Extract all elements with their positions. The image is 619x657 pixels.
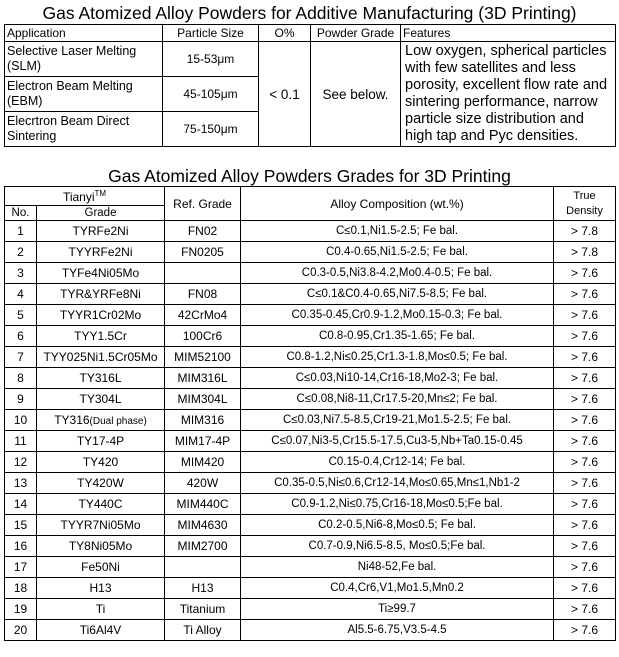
grade-name: Ti6Al4V	[79, 623, 122, 637]
features-cell: Low oxygen, spherical particles with few satellites and less porosity, excellent flow rate and sintering performance, narrow particle size distribution and high tap and Pyc densities.	[401, 42, 616, 147]
ref-grade-cell: MIM4630	[165, 515, 241, 536]
grade-cell	[37, 389, 165, 410]
composition-cell: C0.15-0.4,Cr12-14; Fe bal.	[241, 452, 554, 473]
composition-cell: C≤0.1&C0.4-0.65,Ni7.5-8.5; Fe bal.	[241, 284, 554, 305]
density-cell: > 7.6	[554, 326, 616, 347]
table2-header-row	[5, 187, 616, 206]
grade-name: Fe50Ni	[81, 560, 120, 574]
table-row	[5, 557, 616, 578]
header-ref-grade: Ref. Grade	[165, 187, 241, 221]
ref-grade-cell: 420W	[165, 473, 241, 494]
particle-size-cell: 15-53μm	[163, 42, 259, 77]
row-number: 1	[5, 221, 37, 242]
composition-cell: C≤0.1,Ni1.5-2.5; Fe bal.	[241, 221, 554, 242]
application-cell: Selective Laser Melting (SLM)	[5, 42, 163, 77]
table-row	[5, 284, 616, 305]
row-number: 4	[5, 284, 37, 305]
ref-grade-cell: FN0205	[165, 242, 241, 263]
table1-row	[5, 42, 616, 77]
density-cell: > 7.6	[554, 431, 616, 452]
table-row	[5, 347, 616, 368]
row-number: 13	[5, 473, 37, 494]
ref-grade-cell: MIM17-4P	[165, 431, 241, 452]
table-row	[5, 305, 616, 326]
grade-name: TY420W	[77, 476, 124, 490]
table-row	[5, 620, 616, 641]
row-number: 17	[5, 557, 37, 578]
row-number: 3	[5, 263, 37, 284]
table-row	[5, 242, 616, 263]
table-row	[5, 368, 616, 389]
grade-cell	[37, 578, 165, 599]
table-row	[5, 515, 616, 536]
ref-grade-cell: Ti Alloy	[165, 620, 241, 641]
grade-name: TYR&YRFe8Ni	[60, 287, 141, 301]
grade-cell	[37, 452, 165, 473]
composition-cell: C≤0.07,Ni3-5,Cr15.5-17.5,Cu3-5,Nb+Ta0.15-0.45	[241, 431, 554, 452]
grade-name: TYYR7Ni05Mo	[60, 518, 141, 532]
composition-cell: C0.8-0.95,Cr1.35-1.65; Fe bal.	[241, 326, 554, 347]
composition-cell: Ti≥99.7	[241, 599, 554, 620]
grade-name: TYFe4Ni05Mo	[61, 266, 140, 280]
table-row	[5, 431, 616, 452]
ref-grade-cell: MIM52100	[165, 347, 241, 368]
composition-cell: C0.9-1.2,Ni≤0.75,Cr16-18,Mo≤0.5;Fe bal.	[241, 494, 554, 515]
row-number: 20	[5, 620, 37, 641]
ref-grade-cell	[165, 557, 241, 578]
grade-name: TY420	[82, 455, 119, 469]
composition-cell: C0.4-0.65,Ni1.5-2.5; Fe bal.	[241, 242, 554, 263]
row-number: 2	[5, 242, 37, 263]
header-grade: Grade	[37, 206, 165, 221]
row-number: 9	[5, 389, 37, 410]
powder-grade-cell: See below.	[311, 42, 401, 147]
grade-cell	[37, 599, 165, 620]
grade-cell	[37, 557, 165, 578]
ref-grade-cell: Titanium	[165, 599, 241, 620]
ref-grade-cell: 100Cr6	[165, 326, 241, 347]
table-row	[5, 410, 616, 431]
table-row	[5, 221, 616, 242]
density-cell: > 7.8	[554, 221, 616, 242]
density-cell: > 7.6	[554, 578, 616, 599]
row-number: 18	[5, 578, 37, 599]
composition-cell: C0.35-0.5,Ni≤0.6,Cr12-14,Mo≤0.65,Mn≤1,Nb1-2	[241, 473, 554, 494]
trademark-mark: TM	[94, 188, 107, 198]
grade-name: H13	[89, 581, 112, 595]
density-cell: > 7.6	[554, 389, 616, 410]
grade-cell	[37, 242, 165, 263]
table-row	[5, 389, 616, 410]
composition-cell: C0.4,Cr6,V1,Mo1.5,Mn0.2	[241, 578, 554, 599]
ref-grade-cell: FN02	[165, 221, 241, 242]
particle-size-cell: 75-150μm	[163, 112, 259, 147]
header-true-density: True Density	[554, 187, 616, 221]
grade-cell	[37, 620, 165, 641]
grade-cell	[37, 305, 165, 326]
grade-cell	[37, 284, 165, 305]
composition-cell: C0.8-1.2,Ni≤0.25,Cr1.3-1.8,Mo≤0.5; Fe bal.	[241, 347, 554, 368]
ref-grade-cell: 42CrMo4	[165, 305, 241, 326]
table1-header-row	[5, 25, 616, 42]
composition-cell: C0.7-0.9,Ni6.5-8.5, Mo≤0.5;Fe bal.	[241, 536, 554, 557]
grade-cell	[37, 515, 165, 536]
density-cell: > 7.6	[554, 599, 616, 620]
application-cell: Elecrtron Beam Direct Sintering	[5, 112, 163, 147]
row-number: 8	[5, 368, 37, 389]
header-oxygen: O%	[259, 25, 311, 42]
header-tianyi: Tianyi™	[5, 187, 165, 206]
density-cell: > 7.6	[554, 368, 616, 389]
density-cell: > 7.6	[554, 536, 616, 557]
grade-cell	[37, 536, 165, 557]
grade-rows	[5, 221, 616, 641]
header-powder-grade: Powder Grade	[311, 25, 401, 42]
table-row	[5, 452, 616, 473]
grade-name: TY440C	[78, 497, 123, 511]
grade-name: TYY025Ni1.5Cr05Mo	[43, 350, 158, 364]
row-number: 7	[5, 347, 37, 368]
ref-grade-cell	[165, 263, 241, 284]
grade-name: TY304L	[79, 392, 122, 406]
ref-grade-cell: MIM316L	[165, 368, 241, 389]
table-row	[5, 473, 616, 494]
grade-name: TY316L	[79, 371, 122, 385]
ref-grade-cell: FN08	[165, 284, 241, 305]
table-row	[5, 536, 616, 557]
table-row	[5, 599, 616, 620]
density-cell: > 7.6	[554, 347, 616, 368]
table2-title: Gas Atomized Alloy Powders Grades for 3D Printing	[108, 166, 511, 186]
header-application: Application	[5, 25, 163, 42]
row-number: 19	[5, 599, 37, 620]
grade-name: TY17-4P	[76, 434, 125, 448]
application-cell: Electron Beam Melting (EBM)	[5, 77, 163, 112]
density-cell: > 7.6	[554, 473, 616, 494]
density-cell: > 7.6	[554, 263, 616, 284]
grade-note: (Dual phase)	[89, 416, 147, 427]
ref-grade-cell: MIM316	[165, 410, 241, 431]
grade-cell	[37, 494, 165, 515]
row-number: 12	[5, 452, 37, 473]
grade-name: TYYRFe2Ni	[68, 245, 133, 259]
grade-name: Ti	[95, 602, 106, 616]
ref-grade-cell: MIM2700	[165, 536, 241, 557]
density-cell: > 7.8	[554, 242, 616, 263]
density-cell: > 7.6	[554, 494, 616, 515]
header-composition: Alloy Composition (wt.%)	[241, 187, 554, 221]
composition-cell: C≤0.03,Ni7.5-8.5,Cr19-21,Mo1.5-2.5; Fe bal.	[241, 410, 554, 431]
composition-cell: Al5.5-6.75,V3.5-4.5	[241, 620, 554, 641]
header-no: No.	[5, 206, 37, 221]
row-number: 15	[5, 515, 37, 536]
grade-cell	[37, 410, 165, 431]
composition-cell: Ni48-52,Fe bal.	[241, 557, 554, 578]
ref-grade-cell: MIM440C	[165, 494, 241, 515]
density-cell: > 7.6	[554, 620, 616, 641]
grade-name: TYRFe2Ni	[72, 224, 129, 238]
table-row	[5, 494, 616, 515]
density-cell: > 7.6	[554, 284, 616, 305]
composition-cell: C0.3-0.5,Ni3.8-4.2,Mo0.4-0.5; Fe bal.	[241, 263, 554, 284]
density-cell: > 7.6	[554, 410, 616, 431]
row-number: 6	[5, 326, 37, 347]
grade-cell	[37, 368, 165, 389]
particle-size-cell: 45-105μm	[163, 77, 259, 112]
table1-title: Gas Atomized Alloy Powders for Additive Manufacturing (3D Printing)	[42, 3, 577, 23]
grade-name: TYYR1Cr02Mo	[59, 308, 142, 322]
ref-grade-cell: MIM304L	[165, 389, 241, 410]
header-particle-size: Particle Size	[163, 25, 259, 42]
ref-grade-cell: H13	[165, 578, 241, 599]
grade-cell	[37, 221, 165, 242]
grade-cell	[37, 347, 165, 368]
row-number: 5	[5, 305, 37, 326]
grade-name: TY8Ni05Mo	[68, 539, 133, 553]
am-applications-table	[4, 24, 616, 147]
composition-cell: C≤0.08,Ni8-11,Cr17.5-20,Mn≤2; Fe bal.	[241, 389, 554, 410]
row-number: 14	[5, 494, 37, 515]
table-row	[5, 326, 616, 347]
density-cell: > 7.6	[554, 557, 616, 578]
row-number: 11	[5, 431, 37, 452]
table-row	[5, 578, 616, 599]
grade-cell	[37, 263, 165, 284]
grade-cell	[37, 473, 165, 494]
table-row	[5, 263, 616, 284]
alloy-grades-table	[4, 186, 616, 641]
density-cell: > 7.6	[554, 452, 616, 473]
density-cell: > 7.6	[554, 515, 616, 536]
row-number: 16	[5, 536, 37, 557]
oxygen-cell: < 0.1	[259, 42, 311, 147]
composition-cell: C0.2-0.5,Ni6-8,Mo≤0.5; Fe bal.	[241, 515, 554, 536]
grade-cell	[37, 326, 165, 347]
composition-cell: C≤0.03,Ni10-14,Cr16-18,Mo2-3; Fe bal.	[241, 368, 554, 389]
density-cell: > 7.6	[554, 305, 616, 326]
composition-cell: C0.35-0.45,Cr0.9-1.2,Mo0.15-0.3; Fe bal.	[241, 305, 554, 326]
header-features: Features	[401, 25, 616, 42]
row-number: 10	[5, 410, 37, 431]
grade-name: TYY1.5Cr	[74, 329, 127, 343]
ref-grade-cell: MIM420	[165, 452, 241, 473]
grade-name: TY316	[54, 413, 90, 427]
grade-cell	[37, 431, 165, 452]
